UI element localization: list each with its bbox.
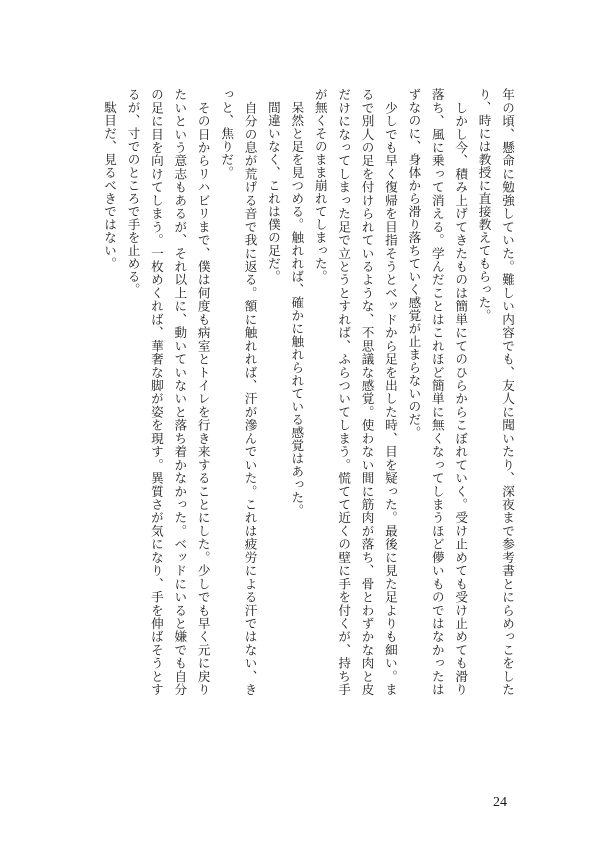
paragraph: 呆然と足を見つめる。触れれば、確かに触れられている感覚はあった。	[289, 88, 305, 517]
paragraph: その日からリハビリまで、僕は何度も病室とトイレを行き来することにした。少しでも早く元に戻りたいという意志もあるが、それ以上に、動いていないと落ち着かなかった。ベッドにいると嫌でも自分の足に目を向けてしまう。一枚めくれば、華奢な脚が姿を現す。異質さが気になり、手を伸ばそうとするが、寸でのところで手を止める。	[125, 88, 211, 696]
vertical-body-text	[98, 88, 519, 696]
page-number: 24	[493, 795, 507, 810]
paragraph: 自分の息が荒げる音で我に返る。額に触れれば、汗が滲んでいた。これは疲労による汗ではない、きっと、焦りだ。	[219, 88, 258, 696]
paragraph: 間違いなく、これは僕の足だ。	[265, 88, 281, 283]
paragraph: しかし今、積み上げてきたものは簡単にてのひらからこぼれていく。受け止めても受け止めても滑り落ち、風に乗って消える。学んだことはこれほど簡単に無くなってしまうほど儚いものではなかったはずなのに、身体から滑り落ちていく感覚が止まらないのだ。	[406, 88, 469, 696]
paragraph: 年の頃、懸命に勉強していた。難しい内容でも、友人に聞いたり、深夜まで参考書とにらめっこをしたり、時には教授に直接教えてもらった。	[476, 88, 515, 696]
paragraph: 駄目だ、見るべきではない。	[102, 88, 118, 270]
paragraph: 少しでも早く復帰を目指そうとベッドから足を出した時、目を疑った。最後に見た足よりも細い。まるで別人の足を付けられているような、不思議な感覚。使わない間に筋肉が落ち、骨とわずかな肉と皮だけになってしまった足で立とうとすれば、ふらついてしまう。慌てて近くの壁に手を付くが、持ち手が無くそのまま崩れてしまった。	[312, 88, 398, 696]
